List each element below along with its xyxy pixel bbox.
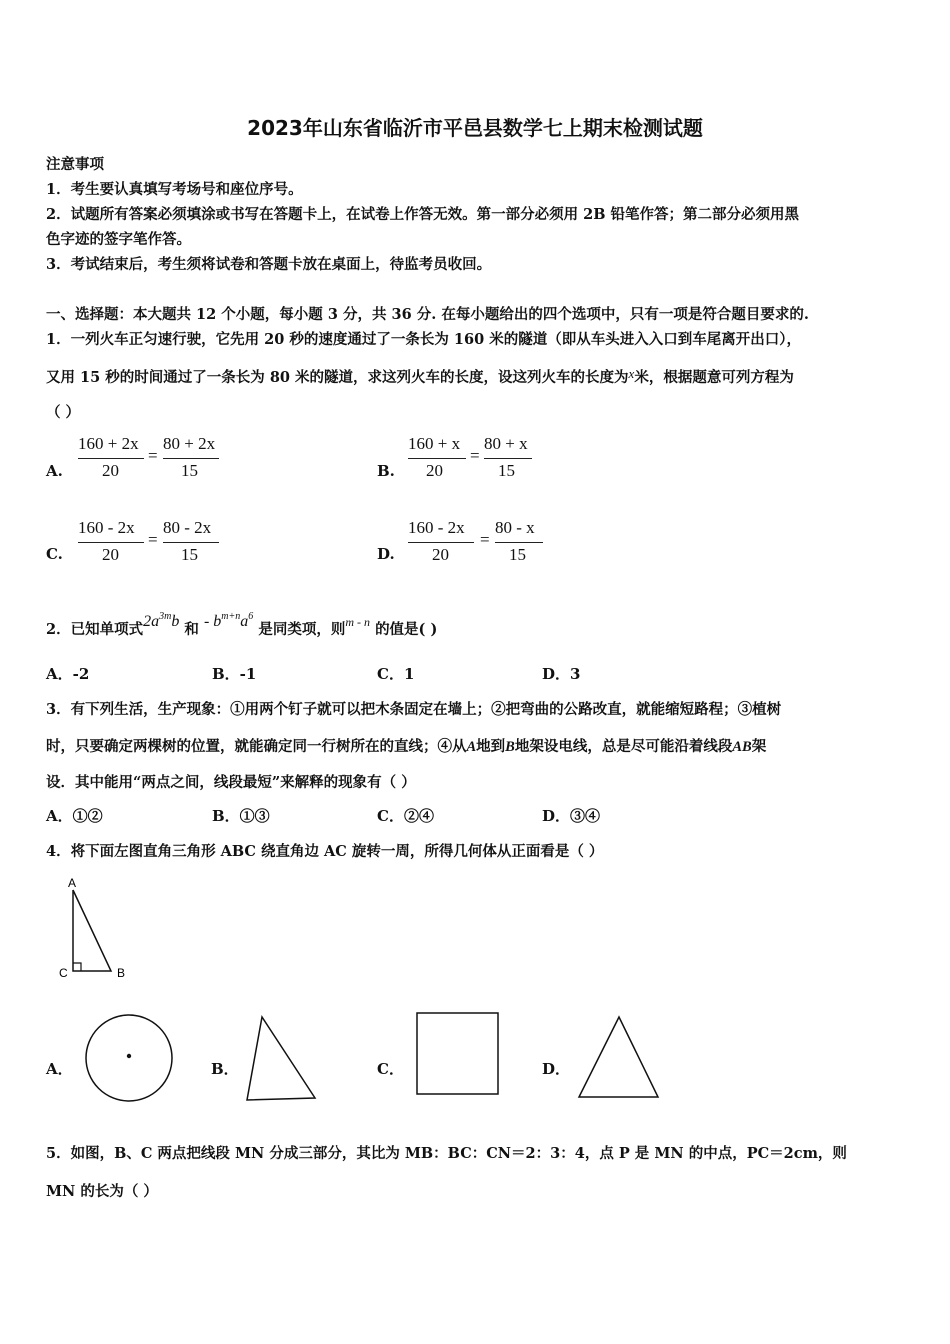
notice-heading: 注意事项: [46, 156, 104, 173]
q3-line: 时，只要确定两棵树的位置，就能确定同一行树所在的直线；④从A地到B地架设电线，总是尽可能沿着线段AB架: [46, 738, 767, 755]
notice-item: 3．考试结束后，考生须将试卷和答题卡放在桌面上，待监考员收回。: [46, 256, 492, 273]
vertex-label-a: A: [68, 876, 77, 890]
vertex-label-b: B: [117, 966, 126, 980]
option-label: A.: [46, 462, 63, 480]
q3-line: 3．有下列生活，生产现象：①用两个钉子就可以把木条固定在墙上；②把弯曲的公路改直，就能缩短路程；③植树: [46, 701, 782, 718]
right-triangle-figure: [56, 874, 136, 984]
option: B．①③: [212, 807, 270, 825]
q5-line: MN 的长为（ ）: [46, 1183, 158, 1200]
page-title: 2023年山东省临沂市平邑县数学七上期末检测试题: [247, 116, 703, 140]
scalene-triangle-figure: [244, 1014, 320, 1104]
monomial-2: - $b^{m+n}a^6$: [203, 611, 254, 630]
option: C．1: [377, 665, 415, 683]
option: D．③④: [542, 807, 601, 825]
monomial-1: $2a^{3m}b$: [143, 611, 180, 630]
option: A．①②: [46, 807, 103, 825]
q4-line: 4．将下面左图直角三角形 ABC 绕直角边 AC 旋转一周，所得几何体从正面看是（ ）: [46, 843, 604, 860]
section-heading: 一、选择题：本大题共 12 个小题，每小题 3 分，共 36 分. 在每小题给出的四个选项中，只有一项是符合题目要求的.: [46, 306, 809, 323]
option-label: A．: [46, 1060, 73, 1078]
q1-line: 又用 15 秒的时间通过了一条长为 80 米的隧道，求这列火车的长度，设这列火车的长度为x米，根据题意可列方程为: [46, 366, 794, 386]
q3-line: 设．其中能用“两点之间，线段最短”来解释的现象有（ ）: [46, 774, 416, 791]
q2-line: 2．已知单项式$2a^{3m}b$ 和 - $b^{m+n}a^6$ 是同类项，则$^{m - n}$ 的值是( ): [46, 611, 438, 638]
option: D．3: [542, 665, 581, 683]
square-figure: [414, 1011, 502, 1097]
q1-line: （ ）: [46, 404, 81, 421]
option: A．-2: [46, 665, 90, 683]
option-label: C.: [46, 545, 63, 563]
option-label: B．: [211, 1060, 239, 1078]
option: C．②④: [377, 807, 434, 825]
q5-line: 5．如图，B、C 两点把线段 MN 分成三部分，其比为 MB：BC：CN＝2：3：4，点 P 是 MN 的中点，PC＝2cm，则: [46, 1145, 847, 1162]
notice-item: 1．考生要认真填写考场号和座位序号。: [46, 181, 303, 198]
q1-line: 1．一列火车正匀速行驶，它先用 20 秒的速度通过了一条长为 160 米的隧道（即从车头进入入口到车尾离开出口），: [46, 331, 801, 348]
vertex-label-c: C: [59, 966, 68, 980]
option: B．-1: [212, 665, 257, 683]
option-label: C．: [377, 1060, 404, 1078]
notice-item: 色字迹的签字笔作答。: [46, 231, 191, 248]
option-label: D.: [377, 545, 395, 563]
isosceles-triangle-figure: [576, 1014, 662, 1100]
option-label: D．: [542, 1060, 571, 1078]
circle-figure: [82, 1014, 178, 1104]
notice-item: 2．试题所有答案必须填涂或书写在答题卡上，在试卷上作答无效。第一部分必须用 2B 铅笔作答；第二部分必须用黑: [46, 206, 800, 223]
option-label: B.: [377, 462, 395, 480]
